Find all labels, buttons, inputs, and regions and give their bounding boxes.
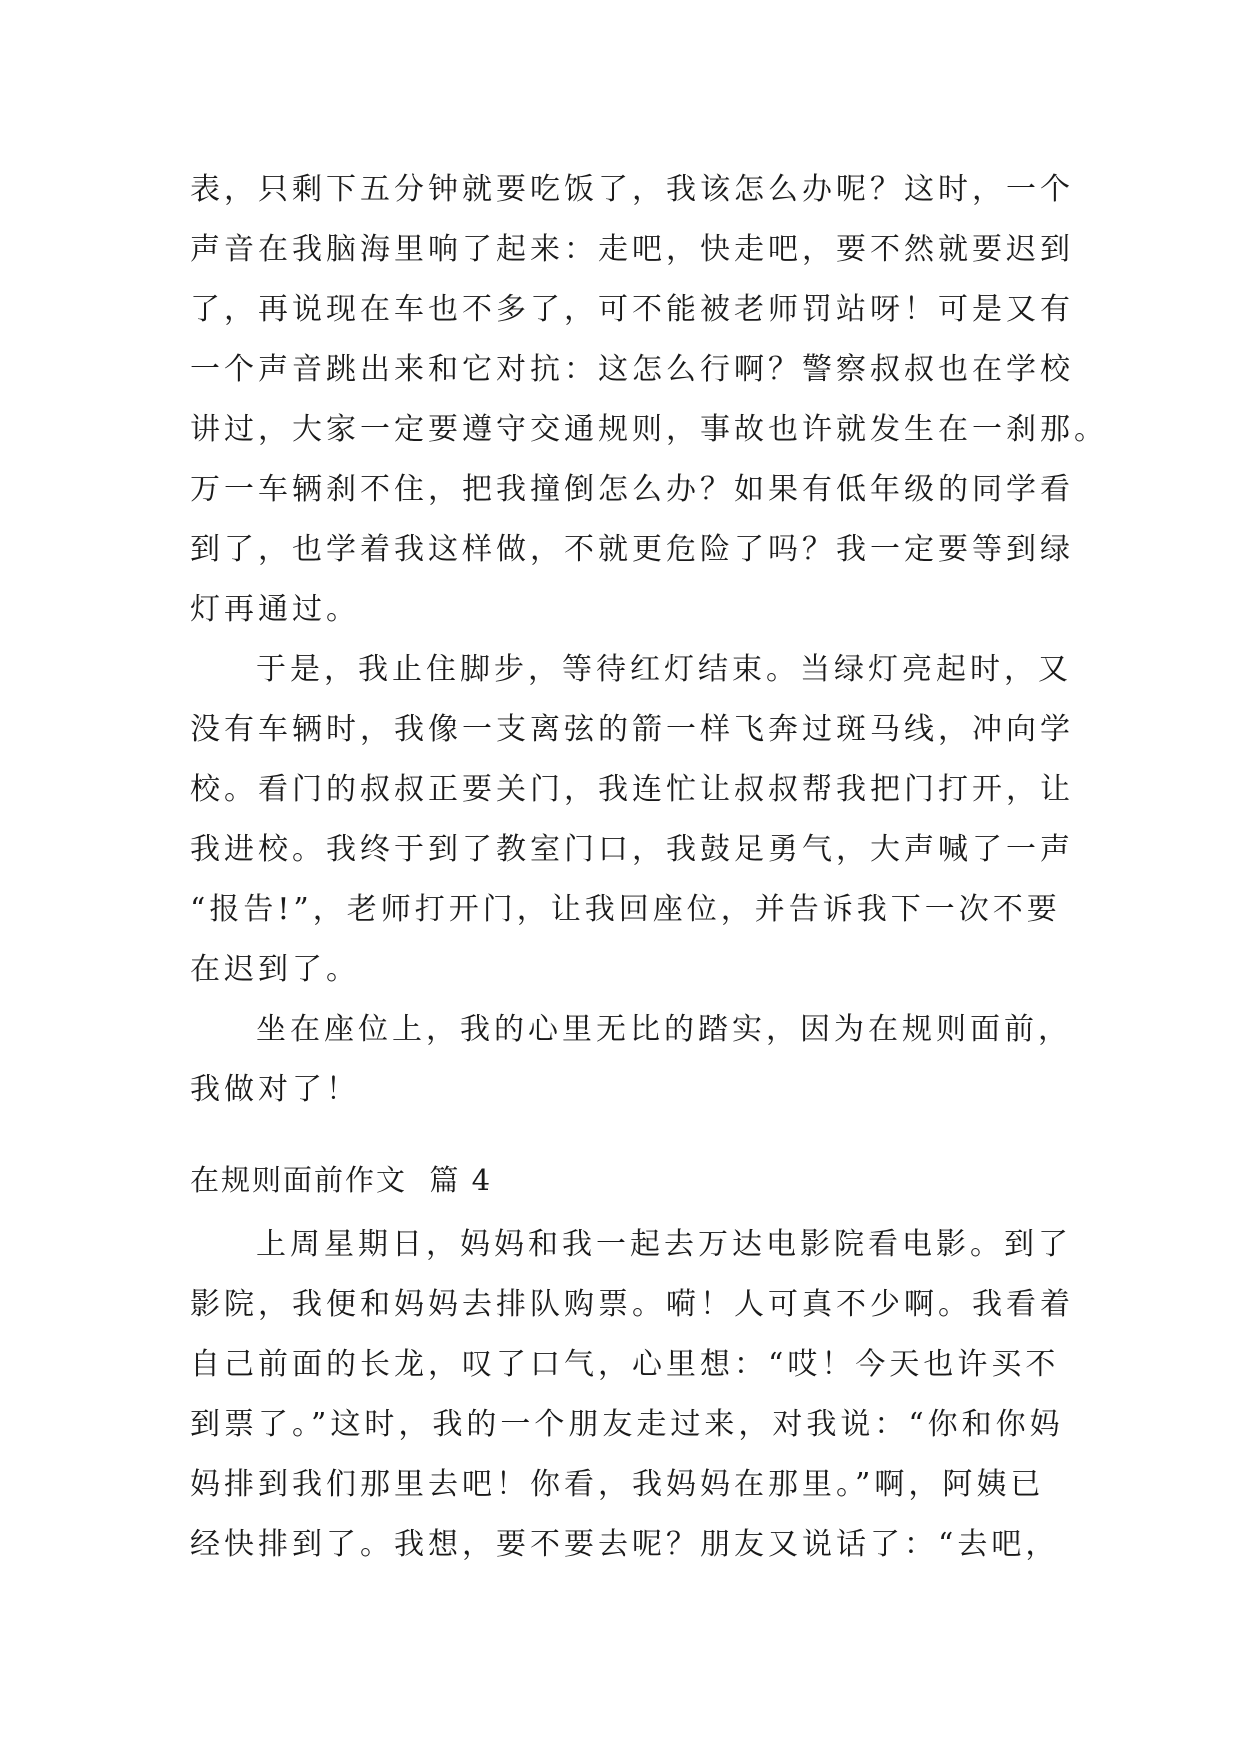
text-line: 我进校。我终于到了教室门口，我鼓足勇气，大声喊了一声 (190, 832, 1074, 867)
paragraph-start-line: 于是，我止住脚步，等待红灯结束。当绿灯亮起时，又 (256, 652, 1072, 687)
text-line: 万一车辆刹不住，把我撞倒怎么办？如果有低年级的同学看 (190, 472, 1074, 507)
text-line: “报告!”，老师打开门，让我回座位，并告诉我下一次不要 (190, 892, 1061, 927)
text-line: 表，只剩下五分钟就要吃饭了，我该怎么办呢？这时，一个 (190, 172, 1074, 207)
text-line: 讲过，大家一定要遵守交通规则，事故也许就发生在一刹那。 (190, 412, 1108, 447)
text-line: 一个声音跳出来和它对抗：这怎么行啊？警察叔叔也在学校 (190, 352, 1074, 387)
text-line: 到票了。”这时，我的一个朋友走过来，对我说：“你和你妈 (190, 1407, 1064, 1442)
text-line: 经快排到了。我想，要不要去呢？朋友又说话了：“去吧， (190, 1527, 1060, 1562)
paragraph-start-line: 上周星期日，妈妈和我一起去万达电影院看电影。到了 (256, 1227, 1072, 1262)
text-line: 在迟到了。 (190, 952, 360, 987)
text-line: 影院，我便和妈妈去排队购票。嗬！人可真不少啊。我看着 (190, 1287, 1074, 1322)
text-line: 声音在我脑海里响了起来：走吧，快走吧，要不然就要迟到 (190, 232, 1074, 267)
text-line: 自己前面的长龙，叹了口气，心里想：“哎！今天也许买不 (190, 1347, 1060, 1382)
essay-heading: 在规则面前作文 篇 4 (190, 1163, 493, 1197)
section-1-text (190, 160, 1108, 1120)
text-line: 没有车辆时，我像一支离弦的箭一样飞奔过斑马线，冲向学 (190, 712, 1074, 747)
text-line: 妈排到我们那里去吧！你看，我妈妈在那里。”啊，阿姨已 (190, 1467, 1045, 1502)
text-line: 了，再说现在车也不多了，可不能被老师罚站呀！可是又有 (190, 292, 1074, 327)
text-line: 灯再通过。 (190, 592, 360, 627)
text-line: 我做对了！ (190, 1072, 360, 1107)
section-2-text (190, 1215, 1074, 1575)
paragraph-start-line: 坐在座位上，我的心里无比的踏实，因为在规则面前， (256, 1012, 1072, 1047)
text-line: 校。看门的叔叔正要关门，我连忙让叔叔帮我把门打开，让 (190, 772, 1074, 807)
text-line: 到了，也学着我这样做，不就更危险了吗？我一定要等到绿 (190, 532, 1074, 567)
